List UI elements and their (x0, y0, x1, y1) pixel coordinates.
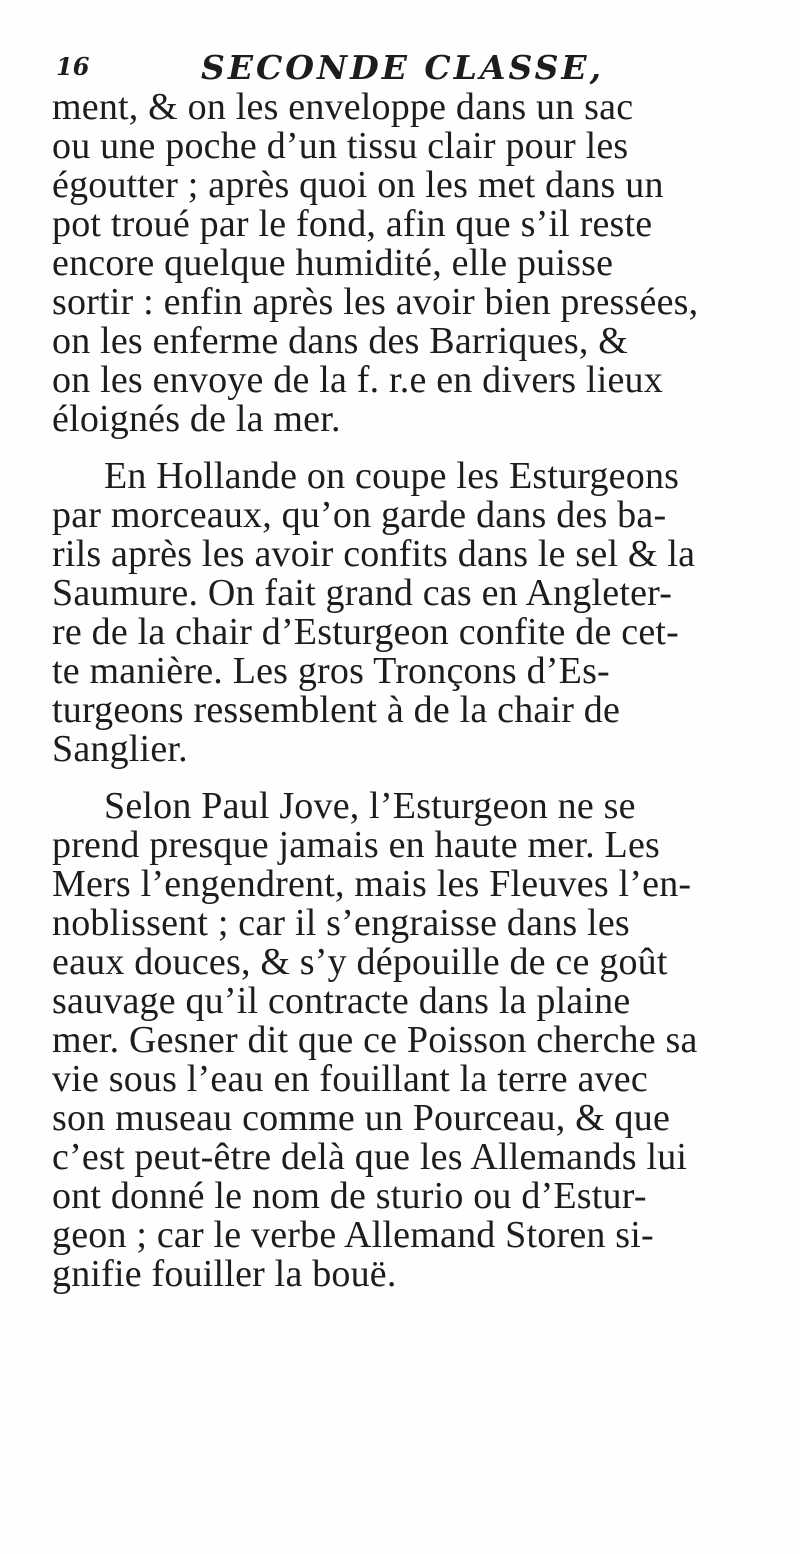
blank-lower-page (0, 724, 800, 1554)
text-line: Mers l’engendrent, mais les Fleuves l’en- (52, 865, 692, 904)
text-line: re de la chair d’Esturgeon confite de cet- (52, 613, 680, 652)
text-line: rils après les avoir confits dans le sel & la (52, 535, 696, 574)
text-line: sortir : enfin après les avoir bien pressées, (52, 283, 699, 322)
text-line: te manière. Les gros Tronçons d’Es- (52, 652, 610, 691)
text-line: éloignés de la mer. (52, 400, 341, 439)
text-line: mer. Gesner dit que ce Poisson cherche sa (52, 1021, 698, 1060)
text-line: prend presque jamais en haute mer. Les (52, 826, 660, 865)
text-line: Saumure. On fait grand cas en Angleter- (52, 574, 673, 613)
text-line: pot troué par le fond, afin que s’il reste (52, 205, 653, 244)
text-line: ou une poche d’un tissu clair pour les (52, 127, 629, 166)
running-head: SECONDE CLASSE, (201, 48, 605, 87)
text-line: par morceaux, qu’on garde dans des ba- (52, 496, 667, 535)
text-line: eaux douces, & s’y dépouille de ce goût (52, 943, 668, 982)
text-line: on les envoye de la f. r.e en divers lieux (52, 361, 663, 400)
text-line: son museau comme un Pourceau, & que (52, 1099, 671, 1138)
text-line: Sanglier. (52, 730, 188, 769)
text-line: noblissent ; car il s’engraisse dans les (52, 904, 630, 943)
text-line: ont donné le nom de sturio ou d’Estur- (52, 1177, 647, 1216)
text-line: on les enferme dans des Barriques, & (52, 322, 628, 361)
text-line: vie sous l’eau en fouillant la terre avec (52, 1060, 648, 1099)
text-line: gnifie fouiller la bouë. (52, 1255, 397, 1294)
text-line: geon ; car le verbe Allemand Storen si- (52, 1216, 654, 1255)
text-line: sauvage qu’il contracte dans la plaine (52, 982, 631, 1021)
text-line: égoutter ; après quoi on les met dans un (52, 166, 664, 205)
text-line: Selon Paul Jove, l’Esturgeon ne se (104, 787, 636, 826)
text-line: encore quelque humidité, elle puisse (52, 244, 614, 283)
text-line: En Hollande on coupe les Esturgeons (104, 457, 680, 496)
text-line: turgeons ressemblent à de la chair de (52, 691, 621, 730)
text-line: ment, & on les enveloppe dans un sac (52, 88, 634, 127)
paragraph-gap (52, 439, 772, 457)
text-line: c’est peut-être delà que les Allemands lui (52, 1138, 688, 1177)
page-number: 16 (56, 52, 90, 81)
